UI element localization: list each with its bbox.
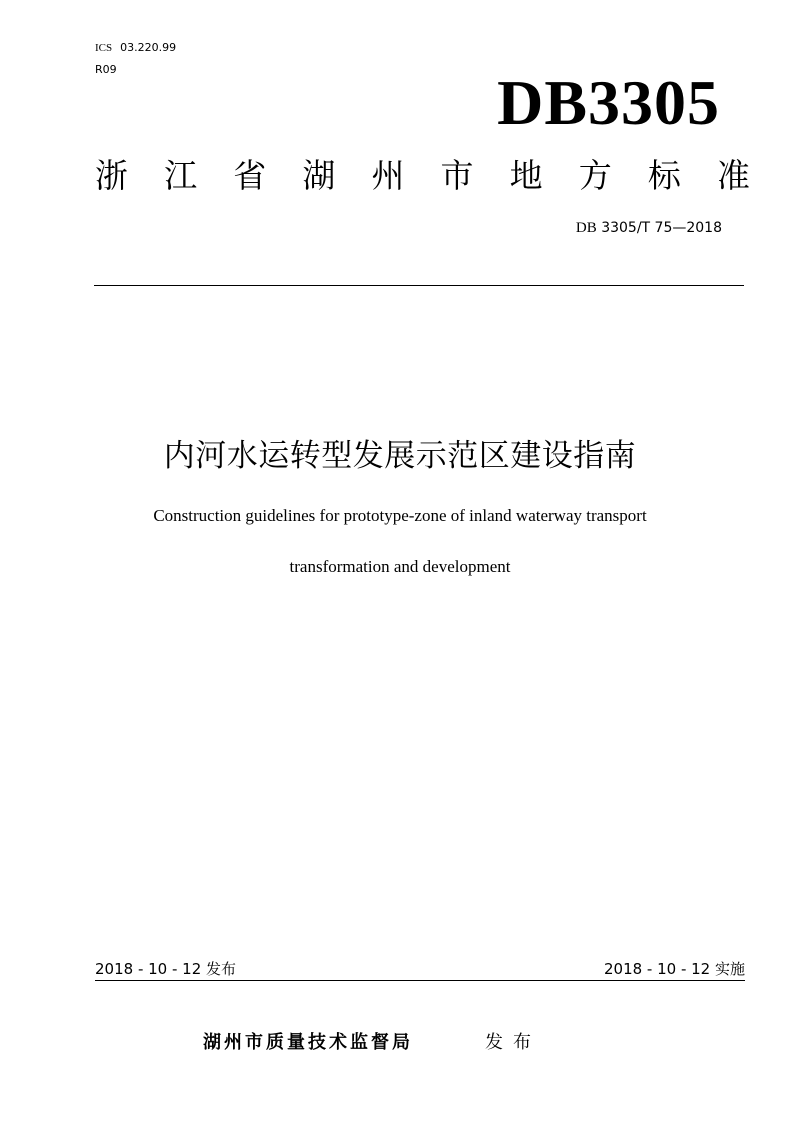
- standard-name-char: 浙: [95, 156, 128, 195]
- standard-name-char: 市: [440, 156, 474, 195]
- standard-name-char: 地: [509, 156, 543, 195]
- date-row: [95, 958, 745, 981]
- document-title-english-line1: Construction guidelines for prototype-zone of inland waterway transport: [153, 506, 647, 525]
- issue-action: 发布: [485, 1032, 541, 1053]
- standard-number: [576, 218, 722, 238]
- standard-number-prefix: DB: [575, 220, 597, 236]
- standard-name-char: 省: [233, 156, 267, 195]
- standard-name-char: 州: [371, 156, 405, 195]
- ics-label: ICS: [95, 42, 113, 54]
- ics-code: 03.220.99: [120, 41, 177, 54]
- ccs-code: R09: [95, 63, 117, 76]
- standard-number-rest: 3305/T 75—2018: [601, 220, 722, 236]
- standard-name-char: 湖: [302, 156, 336, 195]
- issue-date: 2018 - 10 - 12 发布: [95, 960, 237, 978]
- document-title-english-line2: transformation and development: [289, 557, 511, 576]
- standard-name-char: 方: [578, 156, 612, 195]
- standard-code-heading: DB3305: [497, 67, 720, 138]
- top-divider: [94, 285, 744, 286]
- issuer-row: [203, 1030, 541, 1056]
- standard-name-char: 准: [716, 156, 750, 195]
- standard-name-char: 标: [647, 156, 681, 195]
- implementation-date: 2018 - 10 - 12 实施: [603, 960, 745, 978]
- ics-line: [95, 41, 176, 55]
- document-title-chinese: 内河水运转型发展示范区建设指南: [163, 438, 637, 474]
- standard-type-name: [95, 154, 750, 198]
- standard-name-char: 江: [164, 156, 198, 195]
- issuing-authority: 湖州市质量技术监督局: [203, 1032, 413, 1053]
